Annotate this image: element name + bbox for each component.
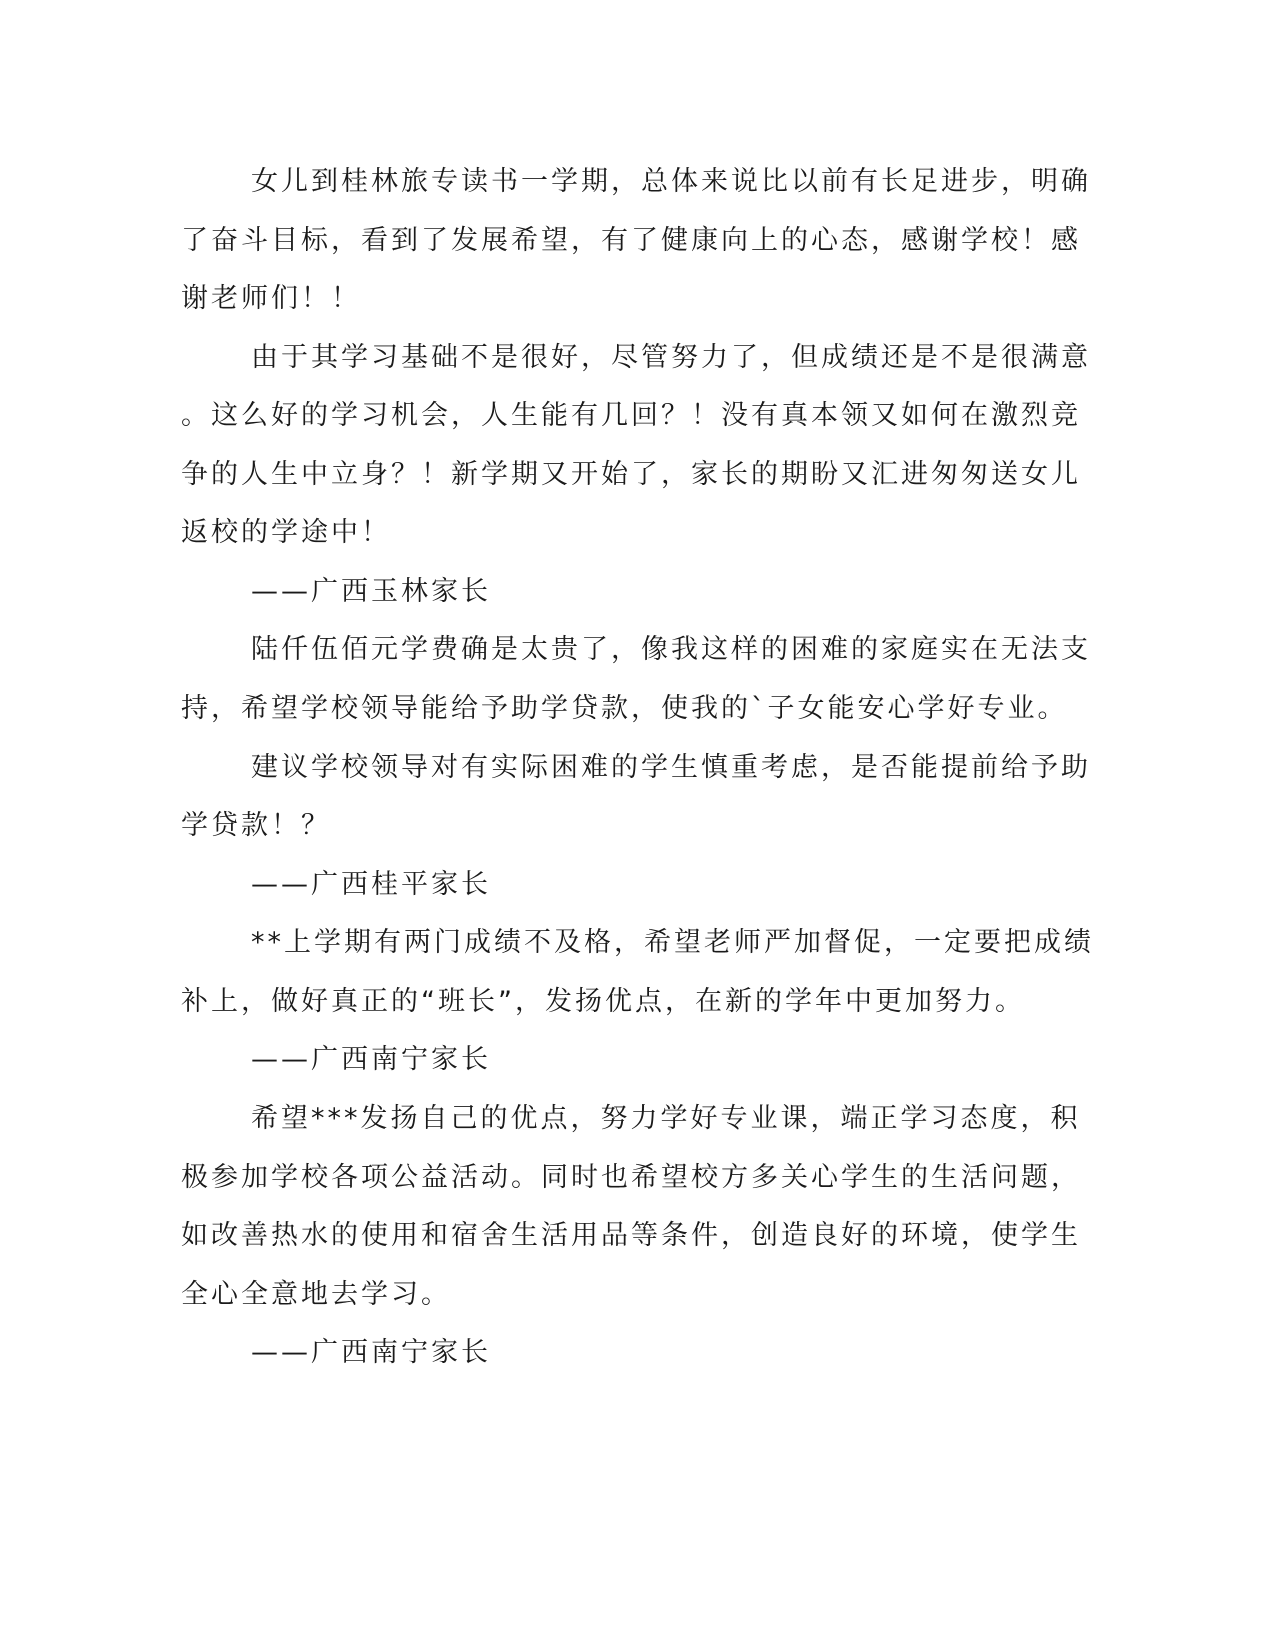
paragraph-line: **上学期有两门成绩不及格，希望老师严加督促，一定要把成绩 [251, 927, 1094, 958]
paragraph-line: 希望***发扬自己的优点，努力学好专业课，端正学习态度，积 [251, 1103, 1081, 1134]
paragraph-line: 学贷款！？ [181, 810, 331, 841]
paragraph-line: 由于其学习基础不是很好，尽管努力了，但成绩还是不是很满意 [251, 342, 1091, 373]
paragraph-line: 极参加学校各项公益活动。同时也希望校方多关心学生的生活问题， [181, 1162, 1081, 1193]
paragraph-line: 持，希望学校领导能给予助学贷款，使我的`子女能安心学好专业。 [181, 693, 1068, 724]
paragraph-line: 陆仟伍佰元学费确是太贵了，像我这样的困难的家庭实在无法支 [251, 634, 1091, 665]
paragraph-line: 如改善热水的使用和宿舍生活用品等条件，创造良好的环境，使学生 [181, 1220, 1081, 1251]
paragraph-line: 争的人生中立身？！新学期又开始了，家长的期盼又汇进匆匆送女儿 [181, 459, 1081, 490]
paragraph-line: 返校的学途中！ [181, 517, 391, 548]
paragraph-line: 。这么好的学习机会，人生能有几回？！没有真本领又如何在激烈竞 [181, 400, 1081, 431]
paragraph-line: 谢老师们！！ [181, 283, 361, 314]
signature-line: ——广西南宁家长 [251, 1044, 491, 1075]
paragraph-line: 建议学校领导对有实际困难的学生慎重考虑，是否能提前给予助 [251, 752, 1091, 783]
signature-line: ——广西桂平家长 [251, 869, 491, 900]
signature-line: ——广西南宁家长 [251, 1337, 491, 1368]
paragraph-line: 全心全意地去学习。 [181, 1279, 451, 1310]
signature-line: ——广西玉林家长 [251, 576, 491, 607]
paragraph-line: 女儿到桂林旅专读书一学期，总体来说比以前有长足进步，明确 [251, 166, 1091, 197]
paragraph-line: 了奋斗目标，看到了发展希望，有了健康向上的心态，感谢学校！感 [181, 225, 1081, 256]
paragraph-line: 补上，做好真正的“班长”，发扬优点，在新的学年中更加努力。 [181, 986, 1025, 1017]
